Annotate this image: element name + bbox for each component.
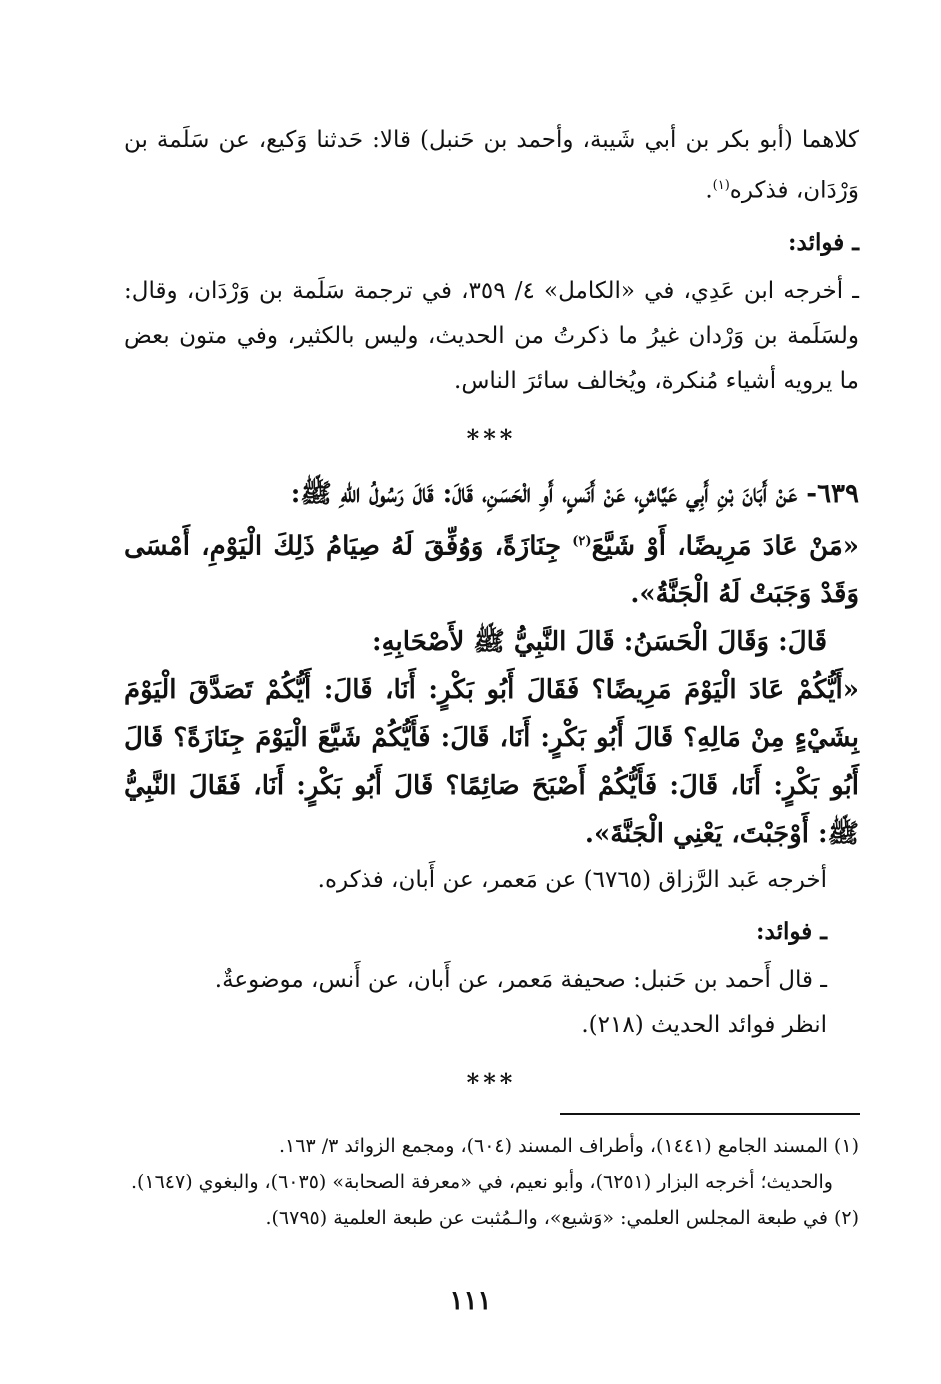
footnote-1-continuation: والحديث؛ أخرجه البزار (٦٢٥١)، وأبو نعيم، في «معرفة الصحابة» (٦٠٣٥)، والبغوي (١٦٤٧).: [130, 1171, 833, 1193]
takhrij: أخرجه عَبد الرَّزاق (٦٧٦٥) عن مَعمر، عن أَبان، فذكره.: [317, 867, 827, 894]
hadith-qal: قَالَ: وَقَالَ الْحَسَنُ: قَالَ النَّبِيُّ ﷺ لأَصْحَابِهِ:: [372, 627, 827, 658]
section-divider-1: ***: [466, 423, 517, 453]
page-number: ١١١: [449, 1286, 492, 1316]
footnote-ref-1[interactable]: (١): [712, 178, 730, 193]
intro-line-2: وَرْدَان، فذكره: [729, 177, 859, 204]
footnote-1: (١) المسند الجامع (١٤٤١)، وأطراف المسند (٦٠٤)، ومجمع الزوائد ٣/ ١٦٣.: [279, 1135, 859, 1157]
hadith-quote-1-a: «مَنْ عَادَ مَرِيضًا، أَوْ شَيَّعَ: [591, 531, 860, 562]
hadith-quote-1: [124, 518, 859, 619]
fawaid-text-2: ـ قال أَحمد بن حَنبل: صحيفة مَعمر، عن أَبان، عن أَنس، موضوعةٌ.: [214, 967, 827, 994]
hadith-quote-1-b: جِنَازَةً، وَوُفِّقَ لَهُ صِيَامُ ذَلِكَ الْيَوْمِ، أَمْسَى وَقَدْ وَجَبَتْ لَهُ الْجَنَّةُ».: [124, 531, 859, 610]
hadith-opening: ٦٣٩- عَنْ أَبَانَ بْنِ أَبِي عَيَّاشٍ، عَنْ أَنَسٍ، أَوِ الْحَسَنِ، قَالَ: قَالَ رَسُولُ اللهِ ﷺ:: [290, 478, 859, 509]
fawaid-heading-2: ـ فوائد:: [756, 918, 827, 946]
footnote-2: (٢) في طبعة المجلس العلمي: «وَشيع»، والـمُثبت عن طبعة العلمية (٦٧٩٥).: [265, 1207, 859, 1229]
fawaid-text-1: ـ أخرجه ابن عَدِي، في «الكامل» ٤/ ٣٥٩، في ترجمة سَلَمة بن وَرْدَان، وقال: ولسَلَمة بن وَرْدان غيرُ ما ذكرتُ من الحديث، وليس بالكثير، وفي متون بعض ما يرويه أشياء مُنكرة، ويُخالف سائرَ الناس.: [124, 277, 860, 394]
intro-paragraph: كلاهما (أبو بكر بن أبي شَيبة، وأحمد بن حَنبل) قالا: حَدثنا وَكيع، عن سَلَمة بن وَرْدَان، فذكره$^{(١)}$.: [124, 127, 859, 204]
footnotes: [124, 1128, 859, 1236]
fawaid-see-also: انظر فوائد الحديث (٢١٨).: [581, 1012, 827, 1039]
footnote-separator: [560, 1113, 860, 1115]
section-divider-2: ***: [466, 1068, 517, 1098]
hadith-quote-2: «أَيُّكُمْ عَادَ الْيَوْمَ مَرِيضًا؟ فَقَالَ أَبُو بَكْرٍ: أَنَا، قَالَ: أَيُّكُمْ تَصَدَّقَ الْيَوْمَ بِشَيْءٍ مِنْ مَالِهِ؟ قَالَ أَبُو بَكْرٍ: أَنَا، قَالَ: فَأَيُّكُمْ شَيَّعَ الْيَوْمَ جِنَازَةً؟ قَالَ أَبُو بَكْرٍ: أَنَا، قَالَ: فَأَيُّكُمْ أَصْبَحَ صَائِمًا؟ قَالَ أَبُو بَكْرٍ: أَنَا، فَقَالَ النَّبِيُّ ﷺ: أَوْجَبْتَ، يَعْنِي الْجَنَّةَ».: [124, 675, 859, 850]
intro-line-1: كلاهما (أبو بكر بن أبي شَيبة، وأحمد بن حَنبل) قالا: حَدثنا وَكيع، عن سَلَمة بن: [124, 127, 859, 153]
footnote-ref-2[interactable]: (٢): [572, 533, 592, 549]
fawaid-heading-1: ـ فوائد:: [788, 228, 859, 256]
